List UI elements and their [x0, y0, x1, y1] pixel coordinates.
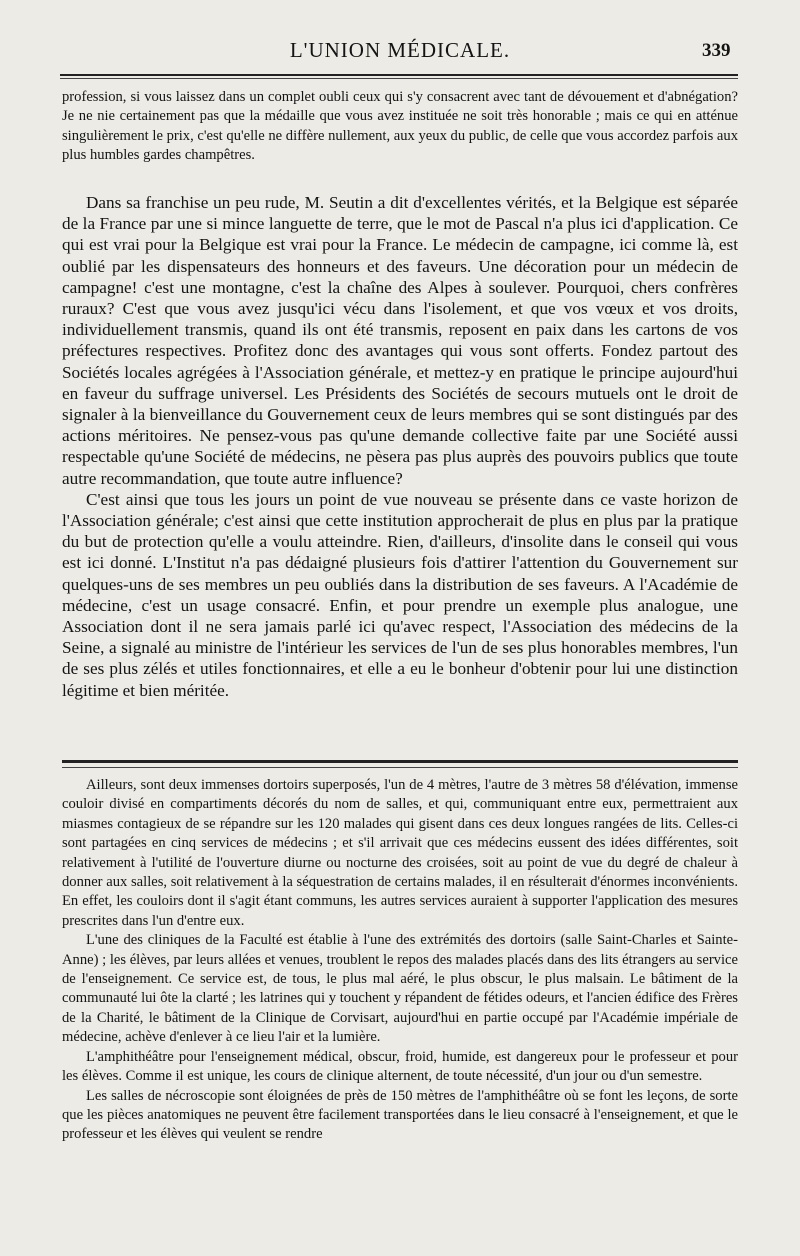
paragraph-amphitheatre: L'amphithéâtre pour l'enseignement médical, obscur, froid, humide, est dangereux pour le professeur et pour les élèves. Comme il est unique, les cours de clinique alternent, de toute nécessité, d'un jour ou d'un semestre.: [62, 1048, 738, 1085]
opening-paragraph-block: [62, 88, 738, 166]
running-title: L'UNION MÉDICALE.: [289, 38, 511, 62]
header-rule: [60, 74, 738, 76]
paragraph-clinique: L'une des cliniques de la Faculté est établie à l'une des extrémités des dortoirs (salle Saint-Charles et Sainte-Anne) ; les élèves, par leurs allées et venues, troublent le repos des malades placés dans des lits étrangers au service de l'enseignement. Ce service est, de tous, le plus mal aéré, le plus obscur, le plus malsain. Le bâtiment de la communauté lui ôte la clarté ; les latrines qui y touchent y répandent de fétides odeurs, et l'ancien édifice des Frères de la Charité, le bâtiment de la Clinique de Corvisart, aujourd'hui en partie occupé par l'Académie impériale de médecine, achève d'enlever à ce lieu l'air et la lumière.: [62, 932, 738, 1046]
paragraph-necroscopie: Les salles de nécroscopie sont éloignées de près de 150 mètres de l'amphithéâtre où se font les leçons, de sorte que les pièces anatomiques ne peuvent être facilement transportées dans le lieu consacré à l'enseignement, et que le professeur et les élèves qui veulent se rendre: [62, 1087, 738, 1143]
main-article-block: [62, 192, 738, 701]
section-divider: [62, 760, 738, 763]
section-divider-thin: [62, 767, 738, 768]
paragraph-seutin: Dans sa franchise un peu rude, M. Seutin a dit d'excellentes vérités, et la Belgique est séparée de la France par une si mince languette de terre, que le mot de Pascal n'a plus ici d'application. Ce qui est vrai pour la Belgique est vrai pour la France. Le médecin de campagne, ici comme là, est oublié par les dispensateurs des honneurs et des faveurs. Une décoration pour un médecin de campagne! c'est une montagne, c'est la chaîne des Alpes à soulever. Pourquoi, chers confrères ruraux? C'est que vous avez jusqu'ici vécu dans l'isolement, et que vos vœux et vos droits, individuellement transmis, quand ils ont été transmis, reposent en paix dans les cartons de vos préfectures respectives. Profitez donc des avantages qui vous sont offerts. Fondez partout des Sociétés locales agrégées à l'Association générale, et mettez-y en pratique le principe aujourd'hui en faveur du suffrage universel. Les Présidents des Sociétés de secours mutuels ont le droit de signaler à la bienveillance du Gouvernement ceux de leurs membres qui se sont distingués par des actions méritoires. Ne pensez-vous pas qu'une demande collective faite par une Société aussi respectable qu'une Société de médecins, ne pèsera pas plus auprès des pouvoirs publics que toute autre recommandation, que toute autre influence?: [62, 193, 738, 488]
paragraph-association: C'est ainsi que tous les jours un point de vue nouveau se présente dans ce vaste horizon de l'Association générale; c'est ainsi que cette institution approcherait de plus en plus par la pratique du but de protection qu'elle a voulu atteindre. Rien, d'ailleurs, d'insolite dans le conseil qui vous est ici donné. L'Institut n'a pas dédaigné plusieurs fois d'attirer l'attention du Gouvernement sur quelques-uns de ses membres un peu oubliés dans la distribution de ses faveurs. A l'Académie de médecine, c'est un usage consacré. Enfin, et pour prendre un exemple plus analogue, une Association dont il ne sera jamais parlé ici qu'avec respect, l'Association des médecins de la Seine, a signalé au ministre de l'intérieur les services de l'un de ses plus honorables membres, l'un de ses plus zélés et utiles fonctionnaires, et elle a eu le bonheur d'obtenir pour lui une distinction légitime et bien méritée.: [62, 489, 738, 700]
header-rule-thin: [60, 78, 738, 79]
paragraph-dortoirs: Ailleurs, sont deux immenses dortoirs superposés, l'un de 4 mètres, l'autre de 3 mètres 58 d'élévation, immense couloir divisé en compartiments décorés du nom de salles, et qui, communiquant entre eux, permettraient aux miasmes contagieux de se répandre sur les 120 malades qui gisent dans ces deux longues rangées de lits. Celles-ci sont partagées en cinq services de médecins ; et s'il arrivait que ces médecins eussent des idées différentes, soit relativement à l'utilité de l'ouverture diurne ou nocturne des croisées, soit au point de vue du degré de chaleur à donner aux salles, soit relativement à la séquestration de certains malades, il en résulterait d'énormes inconvénients. En effet, les couloirs dont il s'agit étant communs, les autres services auraient à supporter l'application des mesures prescrites dans l'un d'entre eux.: [62, 777, 738, 929]
page-number: 339: [702, 40, 731, 61]
hospital-report-block: [62, 776, 738, 1145]
paragraph-profession: profession, si vous laissez dans un complet oubli ceux qui s'y consacrent avec tant de dévouement et d'abnégation? Je ne nie certainement pas que la médaille que vous avez instituée ne soit très honorable ; mais ce qui en atténue singulièrement le prix, c'est qu'elle ne diffère nullement, aux yeux du public, de celle que vous accordez parfois aux plus humbles gardes champêtres.: [62, 89, 738, 164]
